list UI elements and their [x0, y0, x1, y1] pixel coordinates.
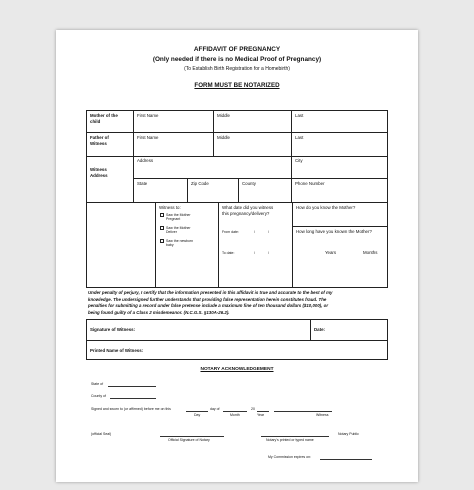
- table-divider: [86, 132, 388, 133]
- signature-date-field[interactable]: Date:: [314, 327, 325, 332]
- witness-last-field[interactable]: Last: [295, 135, 304, 140]
- perjury-line: knowledge. The undersigned further understands that providing false representation herein constitutes fraud. The: [88, 296, 327, 302]
- table-divider: [155, 202, 156, 288]
- date-separator: /: [268, 230, 269, 234]
- county-of-line[interactable]: [110, 398, 156, 399]
- table-divider: [218, 202, 219, 288]
- saw-newborn-label: Saw the newborn: [166, 239, 194, 243]
- saw-mother-pregnant-label-2: Pregnant: [166, 217, 181, 221]
- official-signature-label: Official Signature of Notary: [168, 438, 210, 442]
- mother-label-2: child: [90, 119, 101, 124]
- notary-heading: NOTARY ACKNOWLEDGEMENT: [200, 367, 274, 372]
- county-of-label: County of: [91, 394, 106, 398]
- saw-newborn-checkbox[interactable]: [160, 239, 164, 243]
- witness-first-name-field[interactable]: First Name: [137, 135, 159, 140]
- commission-line[interactable]: [320, 459, 372, 460]
- date-separator: /: [254, 230, 255, 234]
- zip-code-field[interactable]: Zip Code: [191, 181, 209, 186]
- from-date-field[interactable]: From date:: [222, 230, 239, 234]
- perjury-line: penalties for submitting a record under false pretense include a maximum fine of ten thousand dollars ($10,000), or: [88, 303, 329, 309]
- notarized-notice: FORM MUST BE NOTARIZED: [194, 82, 280, 89]
- signature-of-witness-field[interactable]: Signature of Witness:: [90, 327, 136, 332]
- printed-name-field[interactable]: Printed Name of Witness:: [90, 348, 144, 353]
- table-divider: [133, 178, 388, 179]
- day-of-label: day of: [210, 407, 220, 411]
- years-label: Years: [325, 250, 337, 255]
- table-divider: [86, 340, 388, 341]
- witness-name-line[interactable]: [274, 411, 332, 412]
- sworn-statement: Signed and sworn to (or affirmed) before me on this: [91, 407, 171, 411]
- table-divider: [292, 226, 388, 227]
- month-label: Month: [230, 413, 240, 417]
- commission-label: My Commission expires on:: [268, 455, 311, 459]
- state-field[interactable]: State: [137, 181, 148, 186]
- mother-label: Mother of the: [90, 113, 118, 118]
- how-know-mother-field[interactable]: How do you know the Mother?: [296, 205, 356, 210]
- witness-to-label: Witness to:: [159, 205, 181, 210]
- table-divider: [86, 156, 388, 157]
- form-purpose: (To Establish Birth Registration for a Homebirth): [184, 66, 290, 72]
- state-of-line[interactable]: [108, 386, 156, 387]
- notary-signature-line[interactable]: [160, 436, 224, 437]
- witness-label-2: Witness: [90, 141, 107, 146]
- notary-printed-name-label: Notary's printed or typed name: [266, 438, 314, 442]
- state-of-label: State of: [91, 382, 104, 386]
- witness-dates-question: What date did you witness: [222, 205, 274, 210]
- year-label: Year: [257, 413, 265, 417]
- witness-middle-field[interactable]: Middle: [217, 135, 230, 140]
- table-divider: [133, 110, 134, 202]
- date-separator: /: [254, 251, 255, 255]
- table-divider: [291, 110, 292, 202]
- table-divider: [292, 202, 293, 288]
- saw-newborn-label-2: baby: [166, 243, 174, 247]
- notary-public-label: Notary Public: [338, 432, 359, 436]
- witness-dates-question-2: this pregnancy/delivery?: [222, 211, 270, 216]
- witness-address-label: Witness: [90, 167, 107, 172]
- saw-mother-pregnant-checkbox[interactable]: [160, 213, 164, 217]
- saw-mother-deliver-label-2: Deliver: [166, 230, 177, 234]
- sworn-day-line[interactable]: [186, 411, 208, 412]
- witness-label: Father of: [90, 135, 109, 140]
- form-subtitle: (Only needed if there is no Medical Proof of Pregnancy): [152, 56, 322, 63]
- months-label: Months: [363, 250, 378, 255]
- table-divider: [213, 110, 214, 156]
- official-seal-label: (official Seal): [91, 432, 112, 436]
- table-divider: [238, 178, 239, 202]
- form-table: [86, 110, 388, 288]
- table-divider: [187, 178, 188, 202]
- notary-name-line[interactable]: [261, 436, 329, 437]
- sworn-year-line[interactable]: [257, 411, 269, 412]
- table-divider: [310, 319, 311, 340]
- saw-mother-deliver-label: Saw the Mother: [166, 226, 191, 230]
- perjury-line: being found guilty of a Class 2 misdemeanor. (N.C.G.S. §130A-26.2).: [88, 309, 230, 315]
- form-title: AFFIDAVIT OF PREGNANCY: [193, 46, 281, 53]
- witness-address-label-2: Address: [90, 173, 108, 178]
- perjury-line: Under penalty of perjury, I certify that the information presented in this affidavit is true and accurate to the best of my: [88, 290, 333, 295]
- mother-middle-field[interactable]: Middle: [217, 113, 230, 118]
- table-divider: [86, 202, 388, 203]
- saw-mother-pregnant-label: Saw the Mother: [166, 213, 191, 217]
- to-date-field[interactable]: To date:: [222, 251, 235, 255]
- perjury-statement: [88, 290, 388, 316]
- witness-label: Witness: [316, 413, 329, 417]
- city-field[interactable]: City: [295, 158, 303, 163]
- sworn-month-line[interactable]: [223, 411, 247, 412]
- mother-last-field[interactable]: Last: [295, 113, 304, 118]
- address-field[interactable]: Address: [137, 158, 154, 163]
- year-prefix: 20: [251, 407, 255, 411]
- saw-mother-deliver-checkbox[interactable]: [160, 226, 164, 230]
- phone-number-field[interactable]: Phone Number: [295, 181, 325, 186]
- how-long-known-field[interactable]: How long have you known the Mother?: [296, 229, 372, 234]
- date-separator: /: [268, 251, 269, 255]
- day-label: Day: [194, 413, 201, 417]
- mother-first-name-field[interactable]: First Name: [137, 113, 159, 118]
- county-field[interactable]: County: [242, 181, 256, 186]
- affidavit-page: [56, 30, 418, 482]
